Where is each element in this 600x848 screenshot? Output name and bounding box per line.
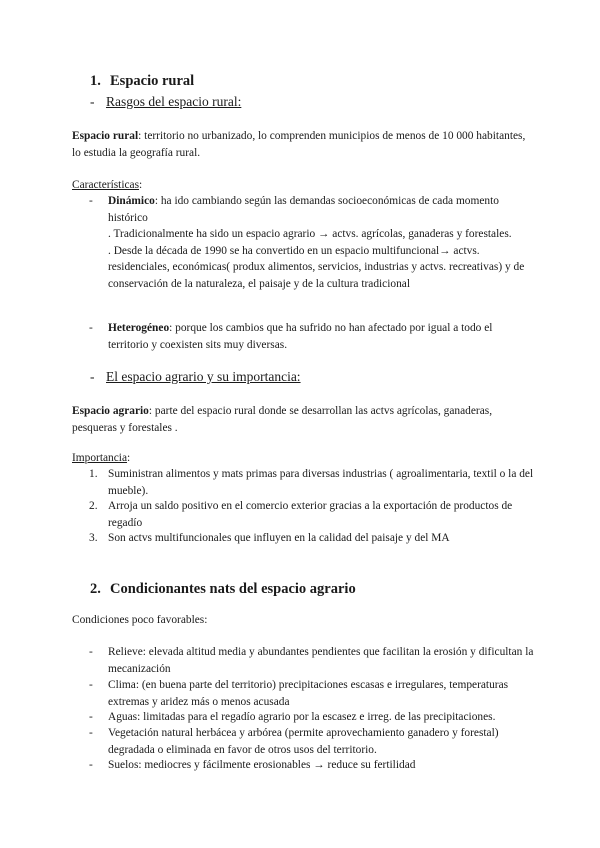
dash-marker: - [89, 646, 93, 658]
importancia-item-2 [89, 498, 535, 531]
vegetacion-text: Vegetación natural herbácea y arbórea (permite aprovechamiento ganadero y forestal) degradada o eliminada en favor de otros usos del territorio. [108, 727, 499, 756]
espacio-rural-term: Espacio rural [72, 130, 139, 142]
dinamico-line-3: . Desde la década de 1990 se ha convertido en un espacio multifuncional→ actvs. residenciales, económicas( produx alimentos, servicios, industrias y actvs. recreativas) y de conservación de la naturaleza, el paisaje y de la cultura tradicional [108, 244, 525, 290]
section-2-title: Condicionantes nats del espacio agrario [110, 581, 356, 597]
importancia-number-1: 1. [89, 468, 98, 480]
dinamico-body [108, 193, 535, 292]
dash-marker: - [89, 679, 93, 691]
section-1-heading [90, 72, 194, 90]
subheading-rasgos-text: Rasgos del espacio rural: [106, 94, 242, 109]
subheading-espacio-agrario [90, 368, 390, 386]
list-item-clima [89, 677, 535, 710]
importancia-item-3 [89, 530, 535, 547]
caracteristicas-colon: : [139, 179, 143, 191]
subheading-espacio-agrario-text: El espacio agrario y su importancia: [106, 369, 301, 384]
dinamico-line-2: . Tradicionalmente ha sido un espacio agrario → actvs. agrícolas, ganaderas y forestales. [108, 228, 512, 240]
aguas-text: Aguas: limitadas para el regadío agrario por la escasez e irreg. de las precipitaciones. [108, 711, 496, 723]
dash-marker: - [90, 94, 95, 109]
dash-marker: - [89, 322, 93, 334]
list-item-vegetacion [89, 725, 535, 758]
dash-marker: - [89, 727, 93, 739]
heterogeneo-body [108, 320, 535, 353]
espacio-agrario-definition [72, 403, 530, 436]
importancia-text-1: Suministran alimentos y mats primas para diversas industrias ( agroalimentaria, textil o la del mueble). [108, 468, 534, 497]
section-2-number: 2. [90, 581, 101, 597]
dinamico-term: Dinámico [108, 195, 155, 207]
suelos-text: Suelos: mediocres y fácilmente erosionables → reduce su fertilidad [108, 759, 416, 771]
importancia-number-2: 2. [89, 500, 98, 512]
importancia-number-3: 3. [89, 532, 98, 544]
section-1-title: Espacio rural [110, 73, 195, 89]
importancia-item-1 [89, 466, 535, 499]
dash-marker: - [89, 759, 93, 771]
list-item-suelos [89, 757, 535, 774]
dash-marker: - [89, 711, 93, 723]
importancia-label [72, 450, 530, 467]
heterogeneo-text: : porque los cambios que ha sufrido no han afectado por igual a todo el territorio y coexisten sits muy diversas. [108, 322, 493, 351]
dinamico-text: : ha ido cambiando según las demandas socioeconómicas de cada momento histórico [108, 195, 499, 224]
espacio-rural-text: : territorio no urbanizado, lo comprenden municipios de menos de 10 000 habitantes, lo estudia la geografía rural. [72, 130, 526, 159]
subheading-rasgos [90, 93, 390, 111]
importancia-text-2: Arroja un saldo positivo en el comercio exterior gracias a la exportación de productos de regadío [108, 500, 513, 529]
condiciones-intro: Condiciones poco favorables: [72, 614, 208, 626]
section-1-number: 1. [90, 73, 101, 89]
relieve-text: Relieve: elevada altitud media y abundantes pendientes que facilitan la erosión y dificultan la mecanización [108, 646, 534, 675]
dash-marker: - [89, 195, 93, 207]
caracteristicas-text: Características [72, 179, 140, 191]
list-item-aguas [89, 709, 535, 726]
caracteristicas-label [72, 177, 530, 194]
espacio-rural-definition [72, 128, 530, 161]
dash-marker: - [90, 369, 95, 384]
list-item-heterogeneo [89, 320, 535, 353]
importancia-text: Importancia [72, 452, 128, 464]
heterogeneo-term: Heterogéneo [108, 322, 170, 334]
list-item-relieve [89, 644, 535, 677]
list-item-dinamico [89, 193, 535, 292]
espacio-agrario-text: : parte del espacio rural donde se desarrollan las actvs agrícolas, ganaderas, pesqueras y forestales . [72, 405, 493, 434]
clima-text: Clima: (en buena parte del territorio) precipitaciones escasas e irregulares, temperaturas extremas y aridez más o menos acusada [108, 679, 509, 708]
importancia-colon: : [127, 452, 131, 464]
importancia-text-3: Son actvs multifuncionales que influyen en la calidad del paisaje y del MA [108, 532, 450, 544]
section-2-heading [90, 580, 356, 598]
espacio-agrario-term: Espacio agrario [72, 405, 149, 417]
